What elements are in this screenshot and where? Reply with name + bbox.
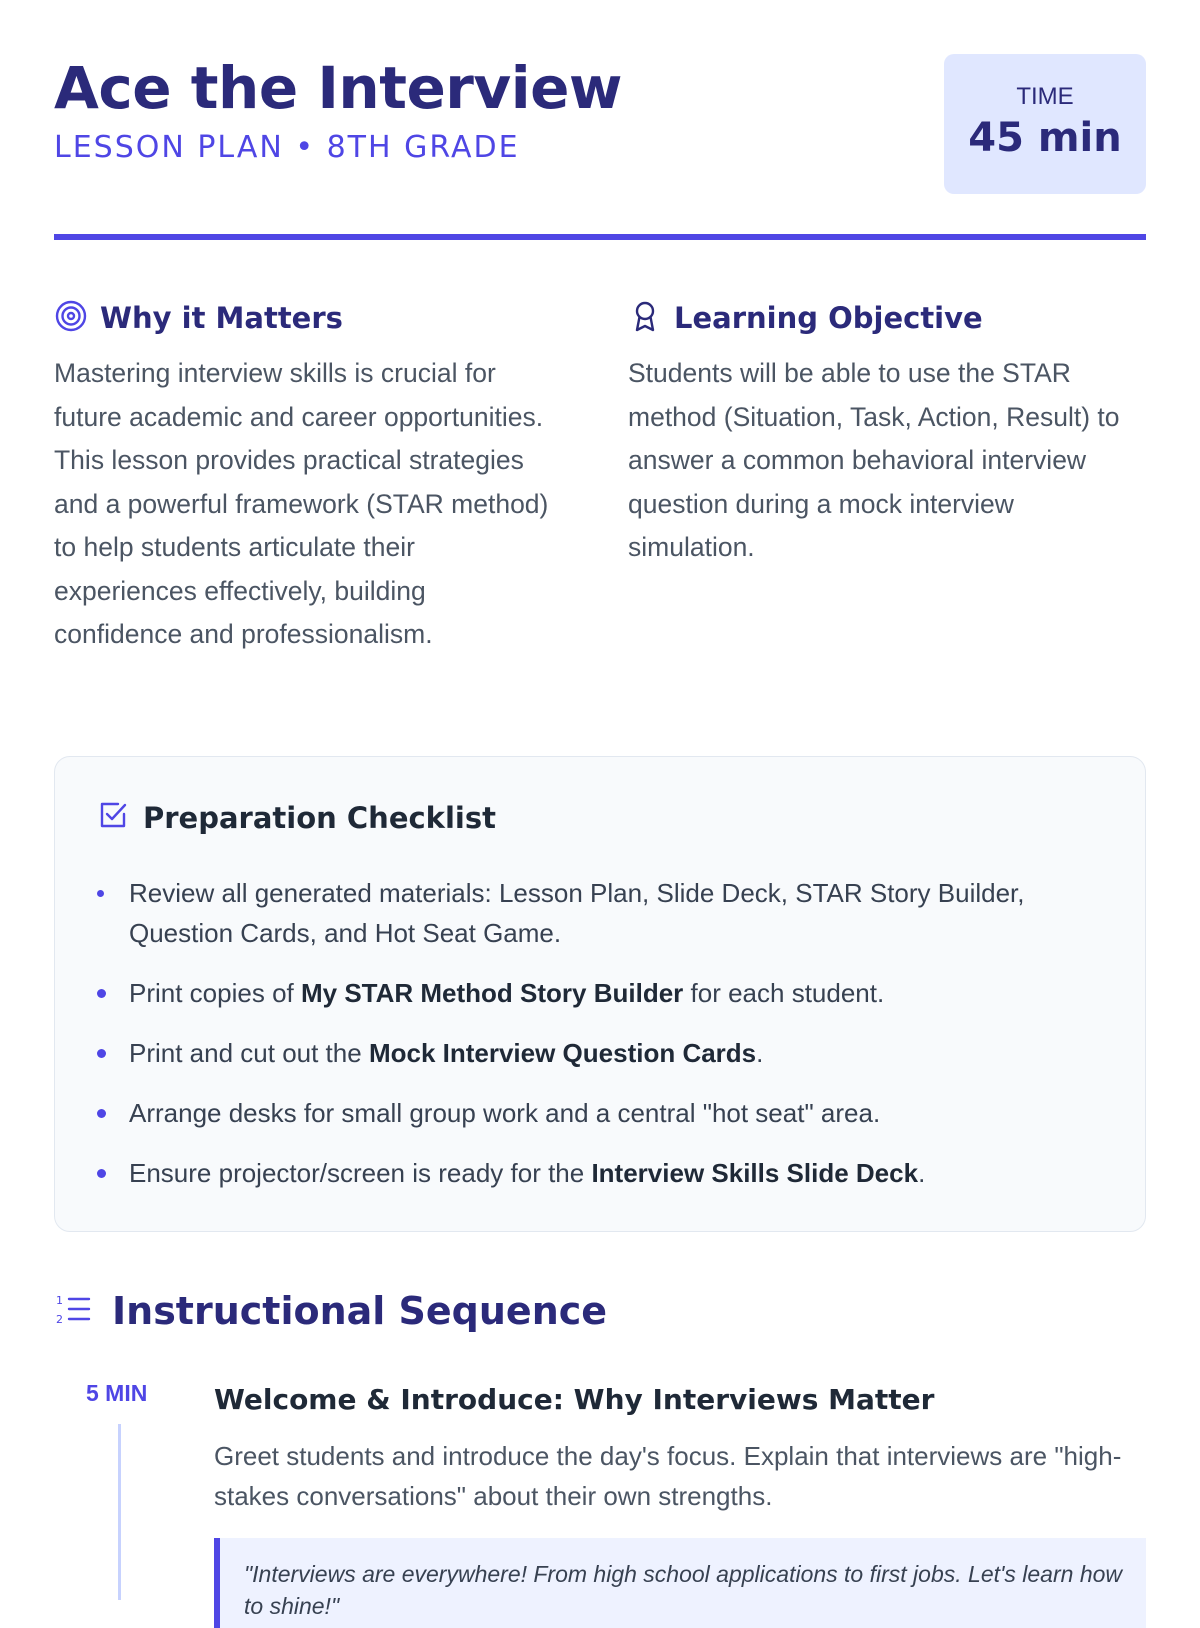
learning-objective-title: Learning Objective <box>674 301 983 335</box>
why-it-matters-text: Mastering interview skills is crucial for future academic and career opportunities. This lesson provides practical strategies and a powerful framework (STAR method) to help students articulate their experiences effectively, building confidence and professionalism. <box>54 358 549 649</box>
page-subtitle: LESSON PLAN • 8TH GRADE <box>54 130 520 165</box>
learning-objective-section <box>628 296 1146 570</box>
time-badge <box>944 54 1146 194</box>
page-header <box>54 52 1146 198</box>
numbered-list-icon <box>54 1290 92 1333</box>
why-it-matters-section <box>54 296 554 657</box>
instructional-sequence-title: Instructional Sequence <box>112 1289 608 1333</box>
step-duration: 5 MIN <box>86 1380 148 1406</box>
checklist-item: Review all generated materials: Lesson Plan, Slide Deck, STAR Story Builder, Question Cards, and Hot Seat Game. <box>97 873 1117 953</box>
checklist-item: Print and cut out the Mock Interview Question Cards. <box>97 1033 1117 1073</box>
learning-objective-text: Students will be able to use the STAR method (Situation, Task, Action, Result) to answer a common behavioral interview question during a mock interview simulation. <box>628 358 1120 562</box>
checklist-items <box>97 873 1117 1213</box>
checkbox-icon <box>97 799 129 836</box>
checklist-item: Arrange desks for small group work and a central "hot seat" area. <box>97 1093 1117 1133</box>
step-title: Welcome & Introduce: Why Interviews Matter <box>214 1383 935 1416</box>
time-value: 45 min <box>968 115 1122 161</box>
header-divider <box>54 234 1146 240</box>
why-it-matters-title: Why it Matters <box>100 301 343 335</box>
checklist-title: Preparation Checklist <box>143 800 496 835</box>
preparation-checklist <box>54 756 1146 1232</box>
award-icon <box>628 299 662 338</box>
step-description: Greet students and introduce the day's focus. Explain that interviews are "high-stakes conversations" about their own strengths. <box>214 1441 1122 1511</box>
step-quote: "Interviews are everywhere! From high school applications to first jobs. Let's learn how to shine!" <box>214 1538 1146 1628</box>
timeline-line <box>118 1424 121 1600</box>
page-title: Ace the Interview <box>54 54 622 122</box>
time-label: TIME <box>1016 83 1074 110</box>
checklist-item: Ensure projector/screen is ready for the Interview Skills Slide Deck. <box>97 1153 1117 1193</box>
svg-text:2: 2 <box>56 1312 63 1326</box>
checklist-item: Print copies of My STAR Method Story Builder for each student. <box>97 973 1117 1013</box>
svg-text:1: 1 <box>56 1293 63 1307</box>
instructional-sequence-header <box>54 1286 607 1336</box>
target-icon <box>54 299 88 338</box>
